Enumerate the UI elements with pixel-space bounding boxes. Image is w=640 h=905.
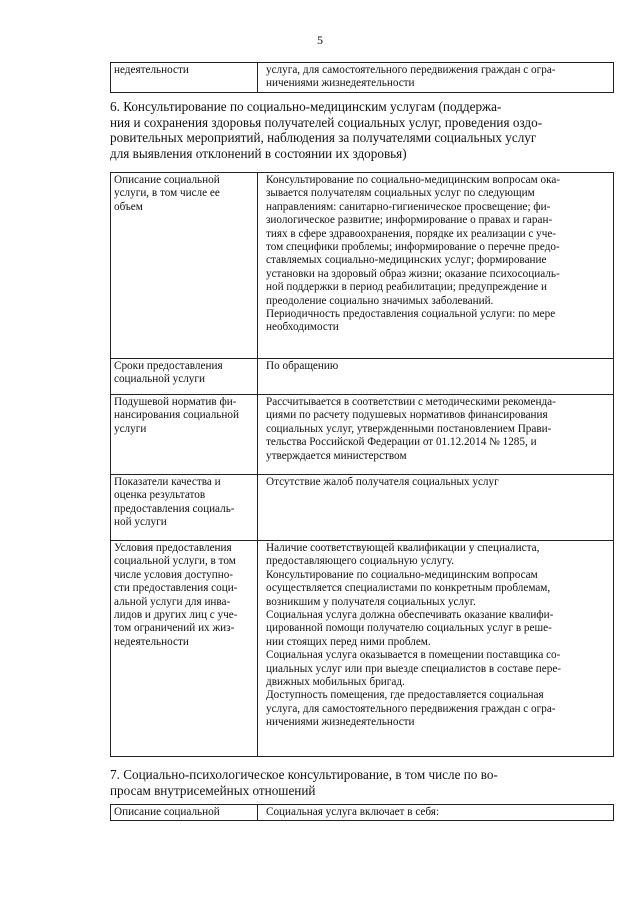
table-label-cell: недеятельности	[111, 63, 258, 93]
table-label-cell: Показатели качества и оценка результатов предоставления социаль- ной услуги	[111, 475, 258, 541]
table-label-cell: Условия предоставления социальной услуги, в том числе условия доступно- сти предоставления соци- альной услуги для инва- лидов и других лиц с уче- том ограничений их жиз- недеятельности	[111, 541, 258, 757]
table-value-cell: услуга, для самостоятельного передвижения граждан с огра- ничениями жизнедеятельности	[258, 63, 614, 93]
table-row	[111, 173, 614, 359]
section-6-heading: 6. Консультирование по социально-медицинским услугам (поддержа- ния и сохранения здоровья получателей социальных услуг, проведения оздо- ровительных мероприятий, наблюдения за получателями социальных услуг для выявления отклонений в состоянии их здоровья)	[110, 99, 543, 161]
table-label-cell: Подушевой норматив фи- нансирования социальной услуги	[111, 395, 258, 475]
table-value-cell: По обращению	[258, 359, 614, 395]
section-7-heading: 7. Социально-психологическое консультирование, в том числе по во- просам внутрисемейных отношений	[110, 767, 498, 798]
table-value-cell: Социальная услуга включает в себя:	[258, 805, 614, 821]
table-value-cell: Рассчитывается в соответствии с методическими рекоменда- циями по расчету подушевых нормативов финансирования социальных услуг, утвержденными постановлением Прави- тельства Российской Федерации от 01.12.2014 № 1285, и утверждается министерством	[258, 395, 614, 475]
section-7-table	[110, 804, 614, 821]
table-label-cell: Описание социальной услуги, в том числе ее объем	[111, 173, 258, 359]
table-value-cell: Наличие соответствующей квалификации у специалиста, предоставляющего социальную услугу. Консультирование по социально-медицинским вопросам осуществляется специалистами по конкретным проблемам, возникшим у получателя социальных услуг. Социальная услуга должна обеспечивать оказание квалифи- цированной помощи получателю социальных услуг в реше- нии стоящих перед ними проблем. Социальная услуга оказывается в помещении поставщика со- циальных услуг или при выезде специалистов в составе пере- движных мобильных бригад. Доступность помещения, где предоставляется социальная услуга, для самостоятельного передвижения граждан с огра- ничениями жизнедеятельности	[258, 541, 614, 757]
table-row	[111, 475, 614, 541]
page-number: 5	[317, 33, 323, 47]
table-row	[111, 805, 614, 821]
table-row	[111, 63, 614, 93]
table-row	[111, 359, 614, 395]
table-label-cell: Описание социальной	[111, 805, 258, 821]
section-6-table	[110, 172, 614, 757]
table-label-cell: Сроки предоставления социальной услуги	[111, 359, 258, 395]
table-row	[111, 395, 614, 475]
table-value-cell: Отсутствие жалоб получателя социальных услуг	[258, 475, 614, 541]
table-value-cell: Консультирование по социально-медицинским вопросам ока- зывается получателям социальных услуг по следующим направлениям: санитарно-гигиеническое просвещение; фи- зиологическое развитие; информирование о правах и гаран- тиях в сфере здравоохранения, порядке их реализации с уче- том специфики проблемы; информирование о перечне предо- ставляемых социально-медицинских услуг; формирование установки на здоровый образ жизни; оказание психосоциаль- ной поддержки в период реабилитации; предупреждение и преодоление социально значимых заболеваний. Периодичность предоставления социальной услуги: по мере необходимости	[258, 173, 614, 359]
table-row	[111, 541, 614, 757]
top-table	[110, 62, 614, 93]
